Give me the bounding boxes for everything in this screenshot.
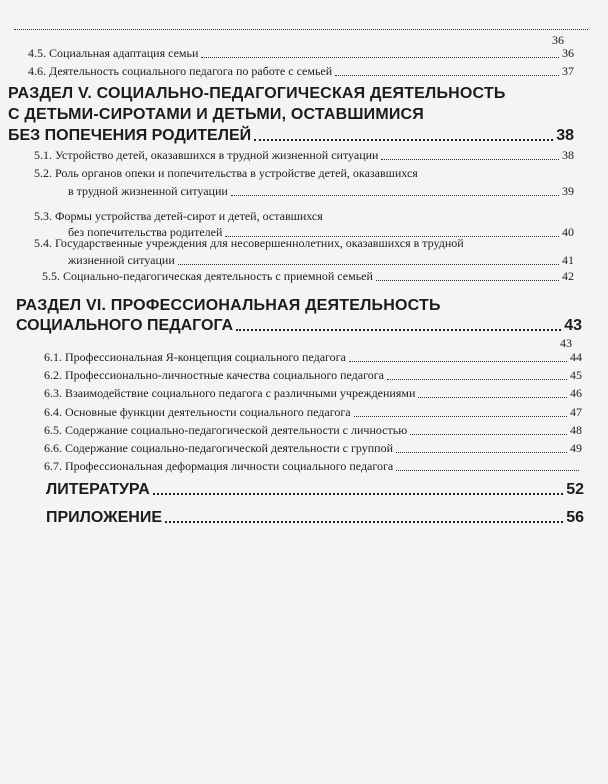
section-5-title-line2: С ДЕТЬМИ-СИРОТАМИ И ДЕТЬМИ, ОСТАВШИМИСЯ (8, 106, 425, 123)
toc-entry-6-3: 6.3. Взаимодействие социального педагога с различными учреждениями 46 (44, 386, 582, 400)
section-5-title-line1: РАЗДЕЛ V. СОЦИАЛЬНО-ПЕДАГОГИЧЕСКАЯ ДЕЯТЕЛЬНОСТЬ (8, 85, 506, 102)
toc-entry-5-3: без попечительства родителей 40 (68, 225, 574, 239)
section-6-title-line1: РАЗДЕЛ VI. ПРОФЕССИОНАЛЬНАЯ ДЕЯТЕЛЬНОСТЬ (16, 297, 441, 314)
toc-literature: ЛИТЕРАТУРА 52 (46, 481, 584, 498)
toc-appendix: ПРИЛОЖЕНИЕ 56 (46, 509, 584, 526)
toc-entry-6-7: 6.7. Профессиональная деформация личности социального педагога (44, 459, 582, 474)
toc-entry-6-2: 6.2. Профессионально-личностные качества социального педагога 45 (44, 368, 582, 382)
toc-entry-5-1: 5.1. Устройство детей, оказавшихся в трудной жизненной ситуации 38 (34, 148, 574, 162)
toc-entry-6-4: 6.4. Основные функции деятельности социального педагога 47 (44, 405, 582, 419)
toc-entry-4-5: 4.5. Социальная адаптация семьи 36 (28, 46, 574, 60)
toc-entry-5-4: жизненной ситуации 41 (68, 253, 574, 267)
toc-entry-6-6: 6.6. Содержание социально-педагогической деятельности с группой 49 (44, 441, 582, 455)
section-5-title-line3: БЕЗ ПОПЕЧЕНИЯ РОДИТЕЛЕЙ 38 (8, 127, 574, 144)
toc-entry-4-6: 4.6. Деятельность социального педагога по работе с семьей 37 (28, 64, 574, 78)
toc-entry-5-3-line1: 5.3. Формы устройства детей-сирот и детей, оставшихся (34, 209, 323, 223)
section-6-title-line2: СОЦИАЛЬНОГО ПЕДАГОГА 43 (16, 317, 582, 334)
top-leader-line (14, 28, 588, 30)
toc-entry-5-5: 5.5. Социально-педагогическая деятельность с приемной семьей 42 (42, 269, 574, 283)
toc-entry-5-2-line1: 5.2. Роль органов опеки и попечительства в устройстве детей, оказавшихся (34, 166, 418, 180)
toc-entry-6-1-prepage: 43 (560, 336, 572, 350)
toc-entry-6-1: 6.1. Профессиональная Я-концепция социального педагога 44 (44, 350, 582, 364)
toc-entry-5-2: в трудной жизненной ситуации 39 (68, 184, 574, 198)
toc-top-page-number: 36 (552, 33, 564, 47)
toc-entry-6-5: 6.5. Содержание социально-педагогической деятельности с личностью 48 (44, 423, 582, 437)
toc-entry-5-4-line1: 5.4. Государственные учреждения для несовершеннолетних, оказавшихся в трудной (34, 236, 464, 250)
